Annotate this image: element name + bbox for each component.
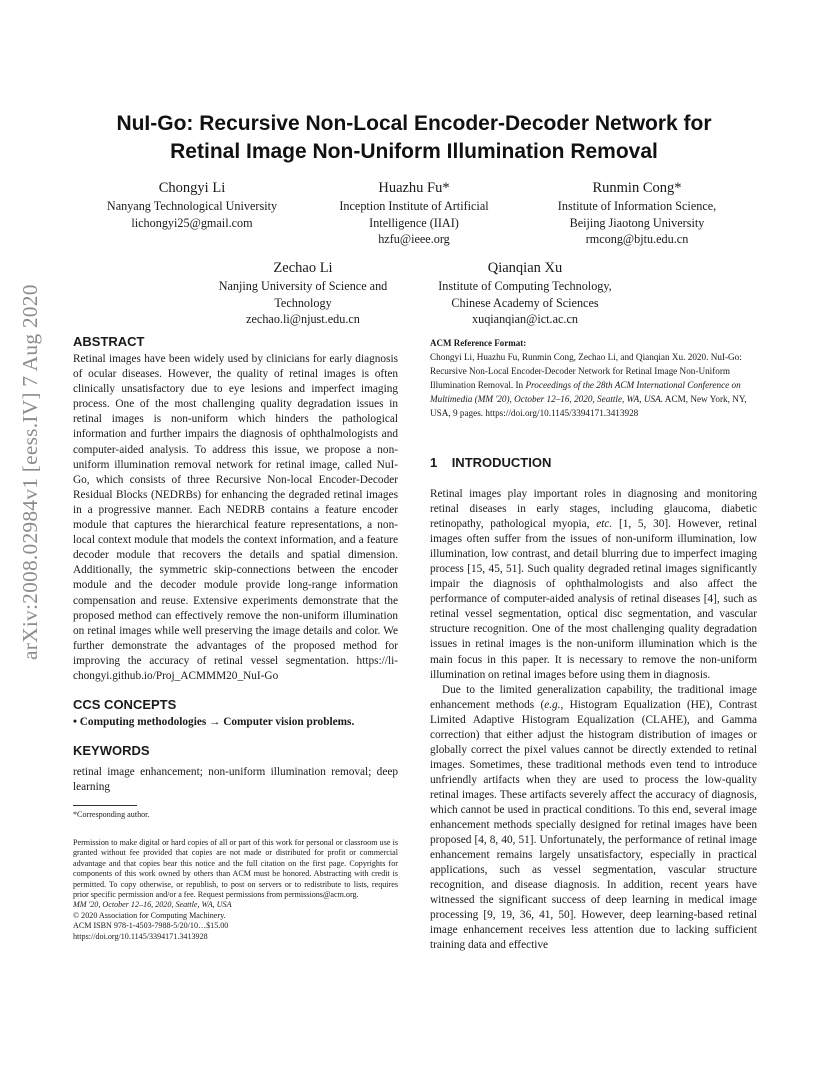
corresponding-author-footnote: *Corresponding author. bbox=[73, 810, 150, 819]
author-block-4 bbox=[203, 258, 403, 328]
author-block-5 bbox=[425, 258, 625, 328]
introduction-body bbox=[430, 487, 757, 953]
intro-paragraph-1: Retinal images play important roles in diagnosing and monitoring retinal diseases in early stages, including glaucoma, diabetic retinopathy, pathological myopia, etc. [1, 5, 30]. However, retinal images often suffer from the issues of non-uniform illumination, low illumination, low contrast, and detail blurring due to imperfect imaging process [15, 45, 51]. Such quality degraded retinal images significantly impair the diagnosis of ophthalmologists and also affect the performance of computer-aided analysis of retinal diseases [4], such as retinal vessel segmentation, optical disc segmentation, and vascular structure recognition. One of the most challenging quality degradation issues in retinal images is the non-uniform illumination which is the main focus in this paper. It is necessary to remove the non-uniform illumination on retinal images before using them in diagnosis. bbox=[430, 488, 758, 681]
acm-reference-heading: ACM Reference Format: bbox=[430, 338, 527, 348]
intro-paragraph-2: Due to the limited generalization capability, the traditional image enhancement methods (e.g., Histogram Equalization (HE), Contrast Limited Adaptive Histogram Equalization (CLAHE), and Gamma correction) that either adjust the histogram distribution of images or globally correct the pixel values cannot be directly extended to retinal images. Sometimes, these traditional methods even tend to introduce unfriendly artifacts when they are used to process the low-quality retinal images. These artifacts severely affect the accuracy of diagnosis, which cannot be used in practical conditions. To this end, several image enhancement methods specially designed for retinal images have been proposed [4, 8, 40, 51]. Unfortunately, the performance of retinal image enhancement remains largely unsatisfactory, especially in practical applications, such as vessel segmentation, vascular structure recognition, and disease diagnosis. In addition, recent years have witnessed the significant success of deep learning in medical image processing [9, 19, 36, 41, 50]. However, deep learning-based retinal image enhancement receives less attention due to lacking sufficient training data and effective bbox=[430, 683, 757, 952]
abstract-paragraph: Retinal images have been widely used by clinicians for early diagnosis of ocular diseases. However, the quality of retinal images is often clinically unsatisfactory due to eye lesions and imperfect imaging process. One of the most challenging quality degradation issues in retinal images is non-uniform which hinders the pathological information and further impairs the diagnosis of ophthalmologists and computer-aided analysis. To address this issue, we propose a non-uniform illumination removal network for retinal image, called NuI-Go, which consists of three Recursive Non-local Encoder-Decoder Residual Blocks (NEDRBs) for enhancing the degraded retinal images in a progressive manner. Each NEDRB contains a feature encoder module that captures the hierarchical feature representations, a non-local context module that models the context information, and a feature decoder module that recovers the details and spatial dimension. Additionally, the symmetric skip-connections between the encoder module and the decoder module provide long-range information compensation and reuse. Extensive experiments demonstrate that the proposed method can effectively remove the non-uniform illumination on retinal images while well preserving the image details and color. We further demonstrate the advantages of the proposed method for improving the accuracy of retinal vessel segmentation. https://li-chongyi.github.io/Proj_ACMMM20_NuI-Go bbox=[73, 353, 398, 682]
author-affiliation: Nanyang Technological University bbox=[106, 199, 278, 213]
ccs-heading: CCS CONCEPTS bbox=[73, 697, 177, 712]
title-line-2: Retinal Image Non-Uniform Illumination Removal bbox=[170, 140, 658, 163]
doi-line: https://doi.org/10.1145/3394171.3413928 bbox=[73, 931, 208, 941]
acm-ref-publisher: ACM, New York, NY, USA, 9 pages. https://doi.org/10.1145/3394171.3413928 bbox=[430, 394, 747, 418]
permission-block bbox=[73, 838, 398, 942]
acm-ref-authors-title: Chongyi Li, Huazhu Fu, Runmin Cong, Zechao Li, and Qianqian Xu. 2020. NuI-Go: Recursive Non-Local Encoder-Decoder Network for Retinal Image Non-Uniform Illumination Removal. In bbox=[430, 352, 742, 390]
isbn-line: ACM ISBN 978-1-4503-7988-5/20/10…$15.00 bbox=[73, 921, 229, 931]
author-name: Huazhu Fu* bbox=[378, 180, 450, 196]
abstract-text bbox=[73, 352, 398, 684]
author-affiliation: Intelligence (IIAI) bbox=[369, 215, 459, 230]
venue-line: MM '20, October 12–16, 2020, Seattle, WA, USA bbox=[73, 900, 232, 910]
author-affiliation: Inception Institute of Artificial bbox=[339, 199, 489, 213]
author-affiliation: Institute of Computing Technology, bbox=[438, 279, 612, 293]
author-affiliation: Beijing Jiaotong University bbox=[569, 215, 705, 230]
abstract-heading: ABSTRACT bbox=[73, 334, 145, 349]
author-name: Qianqian Xu bbox=[487, 260, 563, 276]
author-email: rmcong@bjtu.edu.cn bbox=[585, 232, 689, 246]
keywords-heading: KEYWORDS bbox=[73, 743, 150, 758]
section-number: 1 bbox=[430, 455, 438, 470]
acm-ref-proceedings: Proceedings of the 28th ACM International Conference on Multimedia (MM '20), October 12–16, 2020, Seattle, WA, USA. bbox=[430, 380, 741, 404]
author-affiliation: Technology bbox=[274, 295, 332, 310]
permission-text: Permission to make digital or hard copies of all or part of this work for personal or classroom use is granted without fee provided that copies are not made or distributed for profit or commercial advantage and that copies bear this notice and the full citation on the first page. Copyrights for components of this work owned by others than ACM must be honored. Abstracting with credit is permitted. To copy otherwise, or republish, to post on servers or to redistribute to lists, requires prior specific permission and/or a fee. Request permissions from permissions@acm.org. bbox=[73, 838, 398, 900]
author-name: Chongyi Li bbox=[158, 180, 226, 196]
author-name: Zechao Li bbox=[273, 260, 333, 276]
acm-reference-text bbox=[430, 350, 757, 420]
author-affiliation: Chinese Academy of Sciences bbox=[451, 295, 599, 310]
paper-title bbox=[0, 110, 828, 166]
arxiv-identifier: arXiv:2008.02984v1 [eess.IV] 7 Aug 2020 bbox=[18, 284, 42, 660]
ccs-text: • Computing methodologies → Computer vision problems. bbox=[73, 716, 355, 728]
author-email: zechao.li@njust.edu.cn bbox=[246, 312, 360, 326]
author-email: hzfu@ieee.org bbox=[378, 232, 450, 246]
section-title: INTRODUCTION bbox=[451, 455, 552, 470]
author-affiliation: Institute of Information Science, bbox=[557, 199, 717, 213]
keywords-text: retinal image enhancement; non-uniform illumination removal; deep learning bbox=[73, 766, 398, 794]
author-name: Runmin Cong* bbox=[592, 180, 682, 196]
footnote-rule bbox=[73, 805, 137, 806]
author-affiliation: Nanjing University of Science and bbox=[218, 279, 388, 293]
author-block-1 bbox=[92, 178, 292, 231]
copyright-line: © 2020 Association for Computing Machinery. bbox=[73, 910, 226, 920]
author-email: lichongyi25@gmail.com bbox=[131, 215, 253, 230]
author-block-2 bbox=[314, 178, 514, 248]
author-email: xuqianqian@ict.ac.cn bbox=[472, 312, 578, 326]
title-line-1: NuI-Go: Recursive Non-Local Encoder-Decoder Network for bbox=[116, 112, 712, 135]
author-block-3 bbox=[537, 178, 737, 248]
introduction-heading bbox=[430, 455, 551, 470]
